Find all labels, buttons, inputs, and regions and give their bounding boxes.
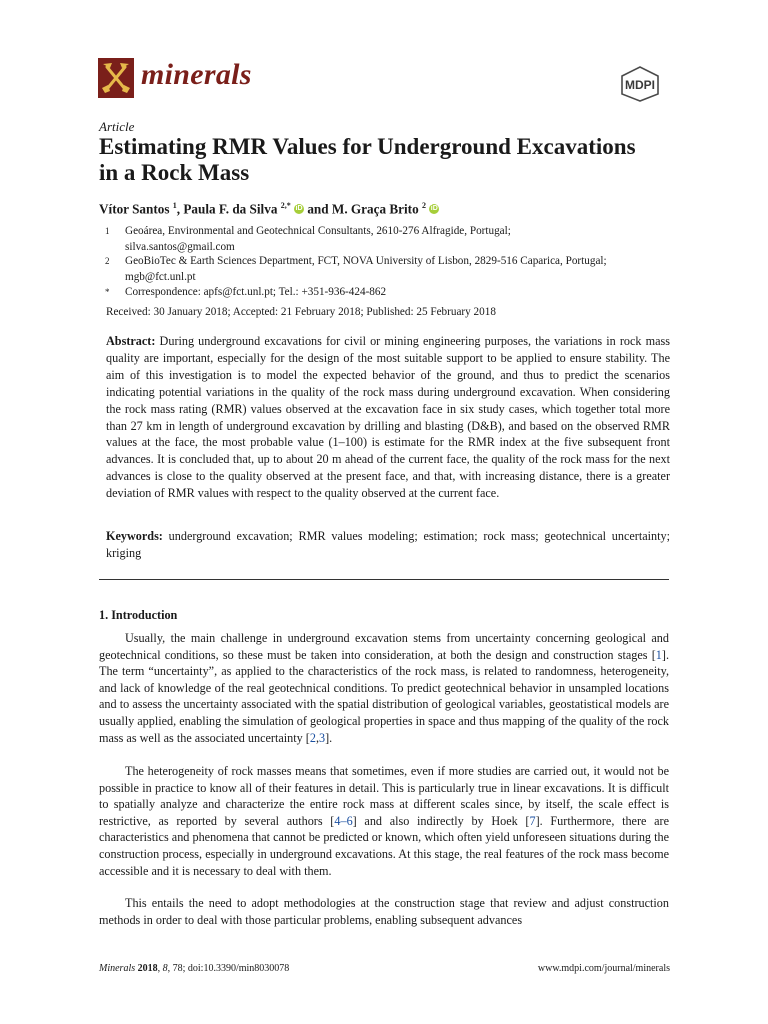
abstract-text: During underground excavations for civil or mining engineering purposes, the variations in rock mass quality are important, especially for the design of the most suitable support to be applied to ensure stability. The aim of this investigation is to model the expected behavior of the ground, and thus to predict the scenarios indicating potential variations in the quality of the rock mass during underground excavation. When considering the rock mass rating (RMR) values observed at the excavation face in six study cases, which together total more than 27 km in length of underground excavation by drilling and blasting (D&B), and based on the observed RMR values at the face, the most probable value (1–100) is estimate for the RMR index at the five subsequent front advances. It is concluded that, up to about 20 m ahead of the current face, the quality of the rock mass for the next advances is close to the quality observed at the present face, and that, with increasing distance, there is a greater deviation of RMR values with respect to the quality observed at the current face. — [106, 334, 671, 501]
footer-citation: Minerals 2018, 8, 78; doi:10.3390/min8030078 — [99, 963, 290, 974]
keywords-label: Keywords: — [106, 529, 163, 543]
author-name[interactable]: Paula F. da Silva — [183, 201, 278, 217]
author-list — [99, 201, 439, 217]
author-name[interactable]: Vítor Santos — [99, 201, 170, 217]
footer-url[interactable]: www.mdpi.com/journal/minerals — [537, 963, 670, 974]
title-line-1: Estimating RMR Values for Underground Excavations — [99, 134, 636, 159]
journal-name: minerals — [141, 58, 252, 91]
affiliation-1 — [125, 224, 685, 255]
publisher-logo — [612, 66, 668, 102]
footer-year: 2018 — [137, 963, 158, 974]
footer-doi[interactable]: , 78; doi:10.3390/min8030078 — [167, 963, 290, 974]
publication-dates: Received: 30 January 2018; Accepted: 21 February 2018; Published: 25 February 2018 — [106, 306, 496, 318]
affiliation-mark: 2 — [105, 256, 110, 266]
citation-separator: , — [315, 730, 319, 745]
keywords-text: underground excavation; RMR values modeling; estimation; rock mass; geotechnical uncertainty; kriging — [106, 529, 671, 560]
citation-link[interactable]: 1 — [655, 647, 662, 662]
citation-link[interactable]: 7 — [529, 813, 536, 828]
paragraph-text: The heterogeneity of rock masses means that sometimes, even if more studies are carried out, it would not be possible in practice to know all of their features in detail. This is particularly true in linear excavations. It is difficult to spatially analyze and characterize the entire rock mass at different scales since, by itself, the scale effect is restrictive, as reported by several authors [ — [99, 764, 669, 828]
footer-journal: Minerals — [99, 963, 136, 974]
paragraph-1 — [99, 630, 669, 746]
section-heading: 1. Introduction — [99, 608, 178, 622]
author-affiliation-mark: 2,* — [280, 201, 291, 210]
keywords — [106, 528, 670, 562]
affiliation-email[interactable]: silva.santos@gmail.com — [125, 240, 235, 253]
citation-link[interactable]: 3 — [318, 730, 326, 745]
paragraph-text: ] and also indirectly by Hoek [ — [352, 813, 530, 828]
crossed-picks-icon — [98, 58, 134, 98]
author-separator: and — [304, 201, 332, 217]
author-separator: , — [176, 201, 184, 217]
paragraph-2 — [99, 763, 669, 879]
affiliation-line: Geoárea, Environmental and Geotechnical Consultants, 2610-276 Alfragide, Portugal; — [125, 225, 511, 237]
orcid-icon[interactable]: iD — [295, 205, 303, 213]
title-line-2: in a Rock Mass — [99, 160, 250, 185]
divider — [99, 579, 669, 580]
footer-volume: 8 — [162, 963, 168, 974]
orcid-icon[interactable]: iD — [430, 205, 438, 213]
paragraph-text: Usually, the main challenge in underground excavation stems from uncertainty concerning geological and geotechnical conditions, so these must be taken into consideration, at both the design and construction stages [ — [99, 631, 669, 662]
author-name[interactable]: M. Graça Brito — [331, 201, 419, 217]
affiliation-email[interactable]: mgb@fct.unl.pt — [125, 270, 196, 283]
correspondence: Correspondence: apfs@fct.unl.pt; Tel.: +351-936-424-862 — [125, 286, 387, 298]
paragraph-text: ]. The term “uncertainty”, as applied to the characteristics of the rock mass, is related to randomness, heterogeneity, and lack of knowledge of the real geotechnical conditions. To predict geotechnical behavior in unsampled locations and to assess the uncertainty associated with the spatial distribution of geological variables, geostatistical models are usually applied, enabling the simulation of geological properties in space and thus mapping of the quality of the rock mass as well as the associated uncertainty [ — [99, 647, 669, 745]
journal-logo — [98, 58, 134, 98]
paragraph-3 — [99, 895, 669, 928]
paragraph-text: ]. Furthermore, there are characteristics and phenomena that cannot be predicted or known, which often yield unforeseen situations during the construction process, especially in underground excavations. At this stage, the real features of the rock mass become accessible and it is necessary to deal with them. — [99, 813, 670, 878]
paragraph-text: ]. — [325, 730, 333, 745]
affiliation-mark: 1 — [105, 226, 110, 236]
abstract-label: Abstract: — [106, 334, 156, 348]
paragraph-text: This entails the need to adopt methodologies at the construction stage that review and adjust construction methods in order to deal with those particular problems, enabling subsequent advances — [99, 896, 669, 927]
author-affiliation-mark: 1 — [172, 201, 177, 210]
article-type: Article — [99, 119, 135, 134]
correspondence-mark: * — [105, 287, 110, 297]
citation-link[interactable]: 4–6 — [334, 813, 353, 828]
affiliation-line: GeoBioTec & Earth Sciences Department, FCT, NOVA University of Lisbon, 2829-516 Caparica, Portugal; — [125, 255, 607, 267]
abstract — [106, 333, 670, 502]
author-affiliation-mark: 2 — [421, 201, 426, 210]
citation-link[interactable]: 2 — [309, 730, 316, 745]
publisher-name: MDPI — [625, 78, 655, 92]
affiliation-2 — [125, 254, 685, 285]
paper-title — [99, 134, 689, 186]
